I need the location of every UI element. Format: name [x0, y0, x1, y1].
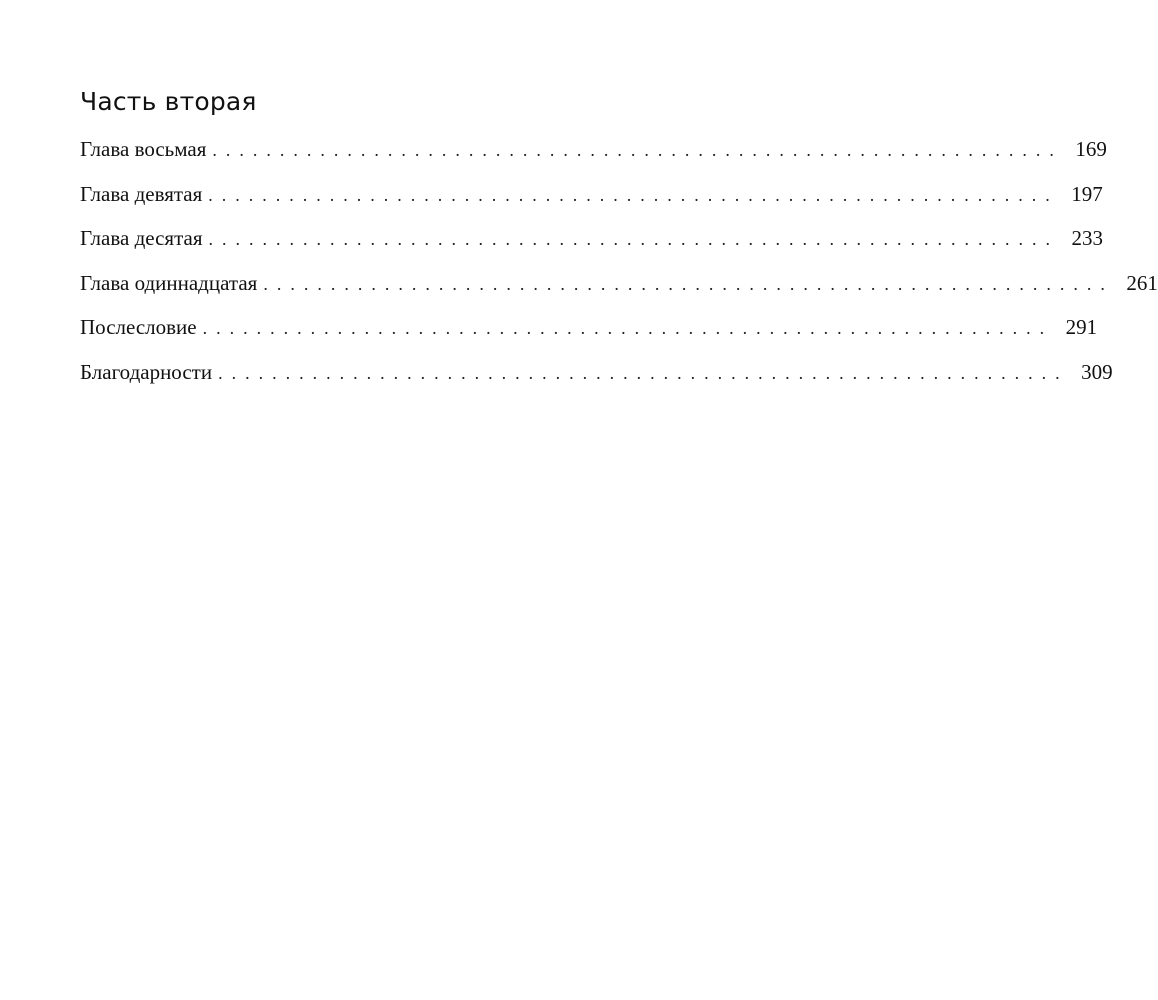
dot-leader: ............................................................... — [208, 184, 1059, 205]
toc-entry-chapter-8 — [80, 133, 1107, 178]
dot-leader: ............................................................... — [263, 273, 1114, 294]
toc-entry-page-number: 233 — [1071, 226, 1103, 250]
dot-leader: ............................................................... — [212, 140, 1063, 160]
toc-entry-title: Благодарности — [80, 359, 213, 384]
toc-entry-title: Глава девятая — [80, 181, 203, 206]
toc-entry-chapter-11 — [80, 267, 1158, 312]
toc-entry-afterword — [80, 311, 1098, 356]
section-heading: Часть вторая — [80, 87, 257, 116]
toc-entry-chapter-9 — [80, 178, 1103, 223]
toc-entry-page-number: 169 — [1075, 137, 1107, 161]
toc-entry-title: Глава десятая — [80, 226, 203, 250]
dot-leader: ............................................................... — [202, 318, 1054, 338]
toc-entry-page-number: 291 — [1065, 315, 1098, 339]
table-of-contents — [80, 133, 1158, 400]
dot-leader: ............................................................... — [218, 362, 1069, 383]
toc-entry-title: Послесловие — [80, 315, 197, 339]
toc-entry-page-number: 309 — [1081, 359, 1113, 384]
toc-entry-acknowledgements — [80, 356, 1113, 401]
toc-entry-page-number: 197 — [1071, 181, 1103, 206]
toc-entry-title: Глава восьмая — [80, 137, 207, 161]
toc-entry-chapter-10 — [80, 222, 1103, 267]
toc-entry-title: Глава одиннадцатая — [80, 270, 258, 295]
dot-leader: ............................................................... — [208, 229, 1059, 249]
toc-entry-page-number: 261 — [1126, 270, 1158, 295]
